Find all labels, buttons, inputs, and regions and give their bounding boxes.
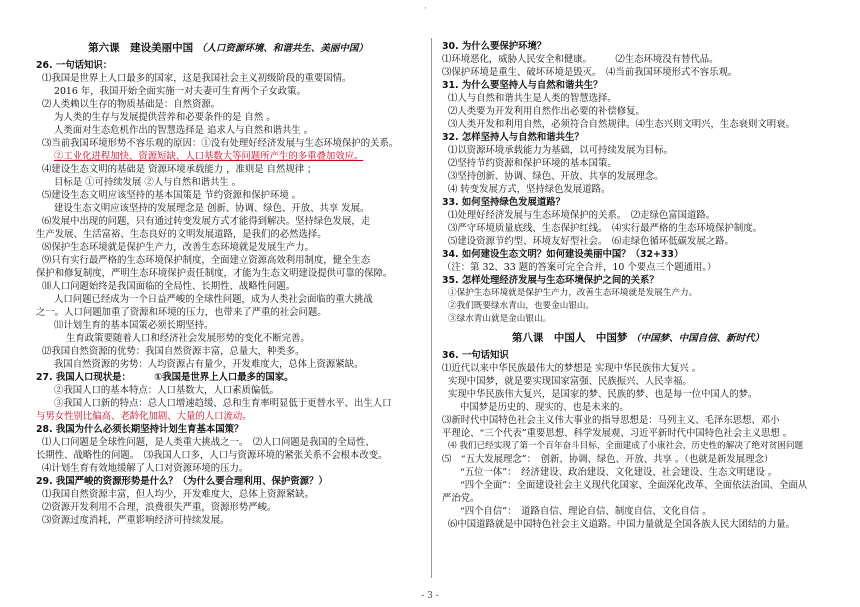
column-divider <box>431 38 432 578</box>
text-line: 平理论、“三个代表”重要思想、科学发展观、习近平新时代中国特色社会主义思想 。 <box>442 428 793 439</box>
text-line: ⑶当前我国环境形势不容乐观的原因：①没有处理好经济发展与生态环境保护的关系。 <box>42 138 399 149</box>
text-line: ⑽人口问题始终是我国面临的全局性、长期性、战略性问题。 <box>42 281 296 292</box>
text-line: ⑴我国是世界上人口最多的国家，这是我国社会主义初级阶段的重要国情。 <box>42 73 352 84</box>
text-line: 严治党。 <box>442 493 480 504</box>
question-heading: 27. 我国人口现状是： ①我国是世界上人口最多的国家。 <box>36 372 294 383</box>
text-line: 保护和修复制度，严明生态环境保护责任制度，才能为生态文明建设提供可靠的保障。 <box>36 268 393 279</box>
question-heading: 35. 怎样处理经济发展与生态环境保护之间的关系？ <box>442 275 659 286</box>
text-line: ⑷计划生育有效地缓解了人口对资源环境的压力。 <box>42 463 249 474</box>
header-mark: · <box>424 4 427 14</box>
text-line: 人类面对生态危机作出的智慧选择是 追求人与自然和谐共生 。 <box>54 125 314 136</box>
text-line: ⑼只有实行最严格的生态环境保护制度，全面建立资源高效利用制度，健全生态 <box>42 255 371 266</box>
text-line: ⑻保护生态环境就是保护生产力，改善生态环境就是发展生产力。 <box>42 242 314 253</box>
text-line: ⑶坚持创新、协调、绿色、开放、共享的发展理念。 <box>448 171 664 182</box>
right-text-block-2 <box>442 349 834 531</box>
text-line: ②工业化进程加快、资源短缺、人口基数大等问题所产生的多重叠加效应。 <box>54 151 364 162</box>
question-heading: 32. 怎样坚持人与自然和谐共生？ <box>442 132 584 143</box>
text-line: ⑶保护环境是重生、破坏环境是毁灭。 ⑷当前我国环境形式不容乐观。 <box>442 67 738 78</box>
text-line: 之一。人口问题加重了资源和环境的压力，也带来了严重的社会问题。 <box>36 307 327 318</box>
question-heading: 34. 如何建设生态文明？如何建设美丽中国？（32+33） <box>442 249 684 260</box>
text-line: “四个自信”： 道路自信、理论自信、制度自信、文化自信 。 <box>460 506 712 517</box>
text-line: 中国梦是历史的、现实的、也是未来的。 <box>460 402 629 413</box>
text-line: ⑵坚持节约资源和保护环境的基本国策。 <box>448 158 617 169</box>
text-line: 与男女性别比偏高、老龄化加剧、大量的人口流动。 <box>36 411 252 422</box>
text-line: ⑷ 转变发展方式，坚持绿色发展道路。 <box>448 184 611 195</box>
text-line: 生育政策要随着人口和经济社会发展形势的变化不断完善。 <box>66 333 310 344</box>
right-column <box>442 40 834 531</box>
text-line: ⑴以资源环境承载能力为基础，以可持续发展为目标。 <box>448 145 674 156</box>
text-line: ⑵人类赖以生存的物质基础是：自然资源。 <box>42 99 221 110</box>
text-line: ②我们既要绿水青山，也要金山银山。 <box>448 301 595 311</box>
left-text-block <box>36 59 420 527</box>
text-line: 2016 年，我国开始全面实施一对夫妻可生育两个子女政策。 <box>54 86 306 97</box>
text-line: ⑸建设生态文明应该坚持的基本国策是 节约资源和保护环境 。 <box>42 190 302 201</box>
text-line: 为人类的生存与发展提供营养和必要条件的是 自然 。 <box>54 112 276 123</box>
text-line: ⑸建设资源节约型、环境友好型社会。 ⑹走绿色循环低碳发展之路。 <box>448 236 734 247</box>
chapter-subtitle: （人口资源环境、和谐共生、美丽中国） <box>196 43 368 54</box>
chapter-8-heading <box>442 332 834 345</box>
text-line: 生产发展、生活富裕、生态良好的文明发展道路，是我们的必然选择。 <box>36 229 327 240</box>
question-heading: 30. 为什么要保护环境？ <box>442 41 547 52</box>
text-line: ⑴处理好经济发展与生态环境保护的关系。 ⑵走绿色富国道路。 <box>448 210 716 221</box>
text-line: 我国自然资源的劣势：人均资源占有量少，开发难度大，总体上资源紧缺。 <box>54 359 364 370</box>
text-line: ③绿水青山就是金山银山。 <box>448 314 552 324</box>
left-column <box>36 40 420 527</box>
chapter-title: 第六课 建设美丽中国 <box>88 42 194 54</box>
text-line: ⑷ 我们已经实现了第一个百年奋斗目标，全面建成了小康社会，历史性的解决了绝对贫困问题 <box>448 441 804 451</box>
text-line: ③我国人口新的特点：总人口增速趋缓、总和生育率明显低于更替水平、出生人口 <box>54 398 392 409</box>
text-line: 实现中国梦，就是要实现国家富强、民族振兴、人民幸福。 <box>448 376 692 387</box>
text-line: ⑵人类要为开发利用自然作出必要的补偿修复。 <box>448 106 645 117</box>
text-line: ①保护生态环境就是保护生产力，改善生态环境就是发展生产力。 <box>448 288 698 298</box>
chapter-title: 第八课 中国人 中国梦 <box>511 332 628 344</box>
text-line: ⑶人类开发和利用自然，必须符合自然规律。⑷生态兴则文明兴，生态衰则文明衰。 <box>448 119 795 130</box>
question-heading: 29. 我国严峻的资源形势是什么？（为什么要合理利用、保护资源？） <box>36 476 328 487</box>
text-line: ⑹发展中出现的问题，只有通过转变发展方式才能得到解决。坚持绿色发展，走 <box>42 216 371 227</box>
text-line: 人口问题已经成为一个日益严峻的全球性问题，成为人类社会面临的重大挑战 <box>54 294 373 305</box>
text-line: ⑶新时代中国特色社会主义伟大事业的指导思想是：马列主义、毛泽东思想、邓小 <box>442 415 780 426</box>
chapter-6-heading <box>36 42 420 55</box>
text-line: ⑶资源过度消耗，严重影响经济可持续发展。 <box>42 515 230 526</box>
question-heading: 28. 我国为什么必须长期坚持计划生育基本国策？ <box>36 424 244 435</box>
text-line: 实现中华民族伟大复兴，是国家的梦、民族的梦、也是每一位中国人的梦。 <box>448 389 758 400</box>
text-line: ⑴近代以来中华民族最伟大的梦想是 实现中华民族伟大复兴 。 <box>442 363 702 374</box>
text-line: ⑷建设生态文明的基础是 资源环境承载能力 ，准则是 自然规律 ； <box>42 164 317 175</box>
question-heading: 26. 一句话知识： <box>36 60 113 71</box>
text-line: 建设生态文明应该坚持的发展理念是 创新、协调、绿色、开放、共享 发展。 <box>54 203 370 214</box>
text-line: ⑴人口问题是全球性问题，是人类重大挑战之一。 ⑵人口问题是我国的全局性、 <box>42 437 375 448</box>
text-line: ⑵资源开发利用不合理，浪费很失严重，资源形势严峻。 <box>42 502 277 513</box>
text-line: ⑸ “五大发展理念”： 创新、协调、绿色、开放、共享 。（也就是新发展理念） <box>442 454 774 465</box>
text-line: ⑹中国道路就是中国特色社会主义道路。中国力量就是全国各族人民大团结的力量。 <box>448 519 795 530</box>
text-line: ⑶严守环境质量底线、生态保护红线。 ⑷实行最严格的生态环境保护制度。 <box>448 223 763 234</box>
text-line: （注：第 32、33 题的答案可完全合并，10 个要点三个题通用。） <box>442 262 717 273</box>
page-number: - 3 - <box>421 591 439 601</box>
right-text-block <box>442 40 834 326</box>
chapter-subtitle: （中国梦、中国自信、新时代） <box>631 333 765 344</box>
text-line: “四个全面”：全面建设社会主义现代化国家、全面深化改革、全面依法治国、全面从 <box>460 480 808 491</box>
text-line: ⑾计划生育的基本国策必须长期坚持。 <box>54 320 214 331</box>
text-line: ⑿我国自然资源的优势：我国自然资源丰富，总量大，种类多。 <box>42 346 305 357</box>
question-heading: 31. 为什么要坚持人与自然和谐共生？ <box>442 80 603 91</box>
text-line: ⑴环境恶化，威胁人民安全和健康。 ⑵生态环境没有替代品。 <box>442 54 719 65</box>
text-line: ②我国人口的基本特点：人口基数大，人口素质偏低。 <box>54 385 280 396</box>
text-line: “五位一体”： 经济建设、政治建设、文化建设、社会建设、生态文明建设 。 <box>460 467 778 478</box>
question-heading: 33. 如何坚持绿色发展道路？ <box>442 197 565 208</box>
text-line: ⑴人与自然和谐共生是人类的智慧选择。 <box>448 93 617 104</box>
text-line: 目标是 ①可持续发展 ②人与自然和谐共生 。 <box>54 177 242 188</box>
question-heading: 36. 一句话知识 <box>442 350 509 361</box>
text-line: ⑴我国自然资源丰富，但人均少，开发难度大，总体上资源紧缺。 <box>42 489 314 500</box>
text-line: 长期性、战略性的问题。 ⑶我国人口多，人口与资源环境的紧张关系不会根本改变。 <box>36 450 388 461</box>
